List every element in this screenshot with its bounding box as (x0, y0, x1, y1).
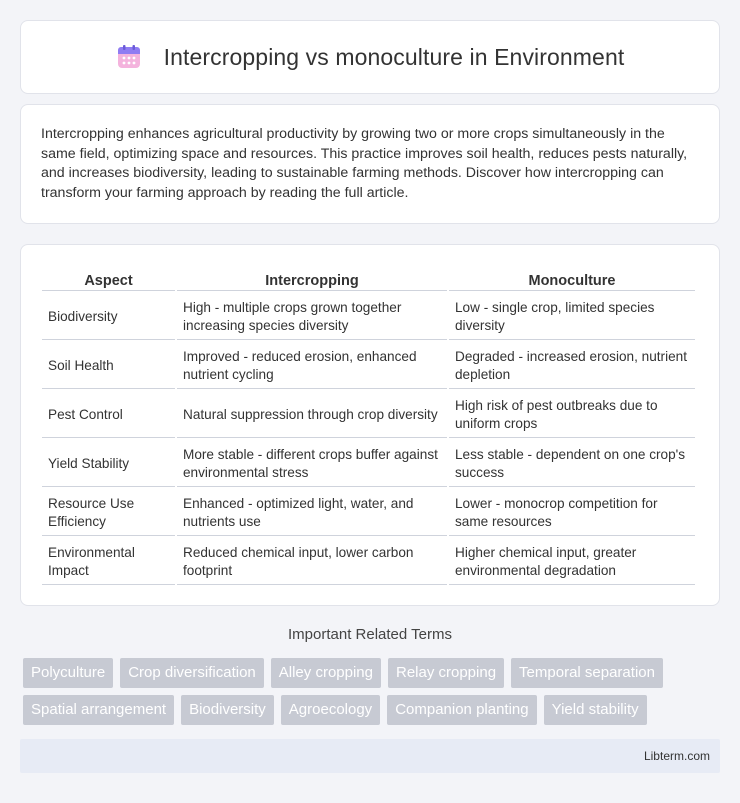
table-row (42, 293, 695, 340)
cell-aspect: Resource Use Efficiency (42, 489, 175, 536)
cell-monoculture: Lower - monocrop competition for same resources (449, 489, 695, 536)
cell-monoculture: Degraded - increased erosion, nutrient depletion (449, 342, 695, 389)
header-card (20, 20, 720, 94)
tag-polyculture[interactable]: Polyculture (23, 658, 113, 688)
tag-relay-cropping[interactable]: Relay cropping (388, 658, 504, 688)
related-terms-list (23, 658, 713, 725)
related-terms-title: Important Related Terms (288, 626, 452, 643)
tag-agroecology[interactable]: Agroecology (281, 695, 380, 725)
tag-crop-diversification[interactable]: Crop diversification (120, 658, 264, 688)
cell-intercropping: Improved - reduced erosion, enhanced nutrient cycling (177, 342, 447, 389)
cell-aspect: Biodiversity (42, 293, 175, 340)
tag-biodiversity[interactable]: Biodiversity (181, 695, 274, 725)
footer (20, 739, 720, 773)
intro-card (20, 104, 720, 224)
cell-monoculture: Higher chemical input, greater environmental degradation (449, 538, 695, 585)
tag-companion-planting[interactable]: Companion planting (387, 695, 536, 725)
comparison-table (40, 265, 697, 587)
cell-aspect: Soil Health (42, 342, 175, 389)
cell-aspect: Environmental Impact (42, 538, 175, 585)
cell-intercropping: Reduced chemical input, lower carbon footprint (177, 538, 447, 585)
table-row (42, 391, 695, 438)
cell-aspect: Yield Stability (42, 440, 175, 487)
table-row (42, 538, 695, 585)
intro-text: Intercropping enhances agricultural productivity by growing two or more crops simultaneously in the same field, optimizing space and resources. This practice improves soil health, reduces pests naturally, and increases biodiversity, leading to sustainable farming methods. Discover how intercropping can transform your farming approach by reading the full article. (41, 126, 688, 201)
table-header-row (42, 267, 695, 291)
tag-alley-cropping[interactable]: Alley cropping (271, 658, 381, 688)
comparison-table-card (20, 244, 720, 606)
table-row (42, 489, 695, 536)
header-aspect: Aspect (42, 267, 175, 291)
cell-intercropping: High - multiple crops grown together increasing species diversity (177, 293, 447, 340)
cell-intercropping: Natural suppression through crop diversity (177, 391, 447, 438)
table-row (42, 342, 695, 389)
table-row (42, 440, 695, 487)
cell-aspect: Pest Control (42, 391, 175, 438)
header-intercropping: Intercropping (177, 267, 447, 291)
footer-brand[interactable]: Libterm.com (643, 749, 710, 763)
tag-temporal-separation[interactable]: Temporal separation (511, 658, 663, 688)
cell-intercropping: Enhanced - optimized light, water, and nutrients use (177, 489, 447, 536)
page-title: Intercropping vs monoculture in Environment (163, 43, 625, 70)
cell-monoculture: High risk of pest outbreaks due to uniform crops (449, 391, 695, 438)
tag-spatial-arrangement[interactable]: Spatial arrangement (23, 695, 174, 725)
cell-intercropping: More stable - different crops buffer against environmental stress (177, 440, 447, 487)
cell-monoculture: Low - single crop, limited species diversity (449, 293, 695, 340)
cell-monoculture: Less stable - dependent on one crop's success (449, 440, 695, 487)
header-monoculture: Monoculture (449, 267, 695, 291)
tag-yield-stability[interactable]: Yield stability (544, 695, 647, 725)
calendar-icon (116, 44, 142, 70)
